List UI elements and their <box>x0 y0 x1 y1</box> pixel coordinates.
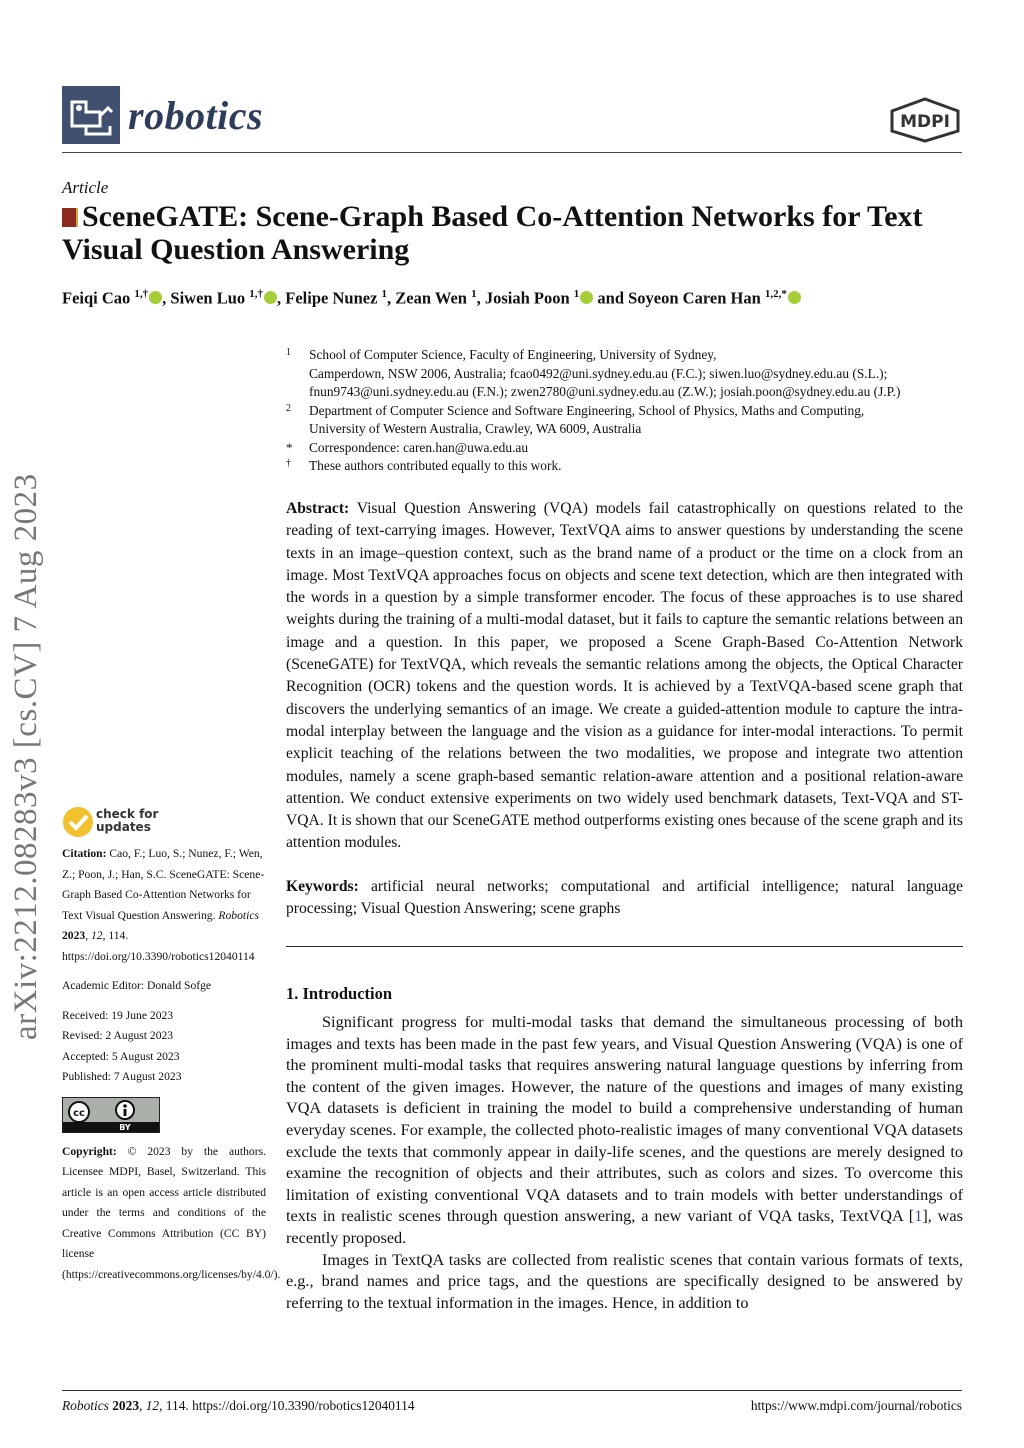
author-affil: 1 <box>471 288 477 300</box>
arxiv-stamp: arXiv:2212.08283v3 [cs.CV] 7 Aug 2023 <box>8 473 44 1040</box>
paragraph-text: ], was recently proposed. <box>286 1206 963 1247</box>
affiliations <box>286 346 966 476</box>
affiliation-line[interactable]: fnun9743@uni.sydney.edu.au (F.N.); zwen2780@uni.sydney.edu.au (Z.W.); josiah.poon@sydney.edu.au (J.P.) <box>309 384 901 399</box>
citation-authors: Cao, F.; Luo, S.; Nunez, F.; Wen, Z.; Poon, J.; Han, S.C. SceneGATE: Scene-Graph Based Co-Attention Networks for Text Visual Question Answering. <box>62 847 265 922</box>
mdpi-logo[interactable] <box>888 97 962 147</box>
footer-citation: Robotics 2023, 12, 114. https://doi.org/10.3390/robotics12040114 <box>62 1398 415 1413</box>
copyright <box>62 1142 281 1286</box>
book-icon <box>62 208 78 227</box>
received-date: Received: 19 June 2023 <box>62 1008 174 1022</box>
check-for-updates-icon[interactable] <box>62 806 94 842</box>
orcid-icon[interactable] <box>788 291 801 304</box>
orcid-icon[interactable] <box>149 291 162 304</box>
affiliation-1 <box>286 346 966 402</box>
paper-title-text: SceneGATE: Scene-Graph Based Co-Attention Networks for Text Visual Question Answering <box>62 200 923 266</box>
article-type: Article <box>62 178 109 197</box>
footer-year: 2023 <box>112 1398 140 1413</box>
affiliation-line: School of Computer Science, Faculty of Engineering, University of Sydney, <box>309 347 717 362</box>
paragraph: Images in TextQA tasks are collected from realistic scenes that contain various formats of texts, e.g., brand names and price tags, and the questions are specifically designed to be answered by referring to the textual information in the images. Hence, in addition to <box>286 1249 963 1312</box>
author-name: Felipe Nunez <box>285 288 378 308</box>
equal-contribution-note <box>286 457 966 476</box>
orcid-icon[interactable] <box>264 291 277 304</box>
affiliation-mark: 2 <box>286 402 291 414</box>
abstract-label: Abstract: <box>286 500 350 517</box>
footer-volume: 12 <box>145 1398 160 1413</box>
author-affil: 1,† <box>249 288 264 300</box>
journal-logo-icon[interactable] <box>62 86 120 144</box>
author-list: Feiqi Cao $^{1,\dagger}$ , Siwen Luo $^{1,\dagger}$ , Felipe Nunez $^1$, Zean Wen $^1$, Josiah Poon $^1$ and Soyeon Caren Han $^{1,2,*}$ <box>62 288 801 309</box>
affiliation-line[interactable]: Camperdown, NSW 2006, Australia; fcao0492@uni.sydney.edu.au (F.C.); siwen.luo@sydney.edu.au (S.L.); <box>309 365 888 381</box>
citation-year: 2023 <box>62 929 86 942</box>
paragraph-text: Significant progress for multi-modal tasks that demand the simultaneous processing of both images and texts has been made in the past few years, and Visual Question Answering (VQA) is one of the prominent multi-modal tasks that requires answering natural language questions by inferring from the content of the given images. However, the nature of the questions and images of many existing VQA datasets is deficient in training the model to build a comprehensive understanding of human everyday scenes. For example, the collected photo-realistic images of many conventional VQA datasets exclude the texts that commonly appear in daily-life scenes, and the questions are merely designed to examine the recognition of objects and their attributes, such as colors and sizes. To overcome this limitation of existing conventional VQA datasets and to train models with better understandings of texts in realistic scenes through question answering, a new variant of VQA tasks, TextVQA [ <box>286 1012 963 1226</box>
introduction-body <box>286 1011 963 1313</box>
academic-editor: Academic Editor: Donald Sofge <box>62 979 212 992</box>
correspondence <box>286 439 966 458</box>
copyright-label: Copyright: <box>62 1144 117 1158</box>
citation: Citation: Cao, F.; Luo, S.; Nunez, F.; Wen, Z.; Poon, J.; Han, S.C. SceneGATE: Scene-Graph Based Co-Attention Networks for Text Visual Question Answering. Robotics 2023, 12, 114. https://doi.org/10.3390/robotics12040114 <box>62 847 265 963</box>
affiliation-line: University of Western Australia, Crawley, WA 6009, Australia <box>309 421 642 436</box>
paper-title <box>62 200 962 266</box>
affiliation-mark: * <box>286 439 293 455</box>
citation-volume: 12 <box>90 929 103 942</box>
accepted-date: Accepted: 5 August 2023 <box>62 1049 180 1063</box>
published-date: Published: 7 August 2023 <box>62 1070 182 1083</box>
author-affil: 1,2,* <box>764 288 787 300</box>
author-name: Feiqi Cao <box>62 288 131 308</box>
author-name: Soyeon Caren Han <box>628 288 761 308</box>
author-name: Zean Wen <box>395 288 467 308</box>
mdpi-logo-text: MDPI <box>900 112 950 132</box>
section-heading: 1. Introduction <box>286 984 393 1003</box>
author-affil: 1 <box>381 288 388 300</box>
equal-contribution-line: These authors contributed equally to this work. <box>309 458 562 473</box>
affiliation-2 <box>286 402 966 439</box>
citation-doi[interactable]: , 114. https://doi.org/10.3390/robotics12040114 <box>62 929 255 963</box>
header-divider <box>62 152 962 153</box>
sidebar-metadata <box>62 844 281 1285</box>
orcid-icon[interactable] <box>580 291 593 304</box>
footer-journal-url[interactable]: https://www.mdpi.com/journal/robotics <box>750 1398 962 1413</box>
citation-label: Citation: <box>62 847 107 860</box>
author-name: Josiah Poon <box>484 288 570 308</box>
citation-journal: Robotics <box>218 908 259 922</box>
svg-text:cc: cc <box>73 1107 85 1119</box>
citation-link[interactable]: 1 <box>914 1206 923 1226</box>
abstract-text: Visual Question Answering (VQA) models fail catastrophically on questions related to the reading of text-carrying images. However, TextVQA aims to answer questions by understanding the scene texts in an image–question context, such as the brand name of a product or the time on a clock from an image. Most TextVQA approaches focus on objects and scene text detection, which are then integrated with the words in a question by a simple transformer encoder. The focus of these approaches is to use shared weights during the training of a multi-modal dataset, but it fails to capture the semantic relations between an image and a question. In this paper, we proposed a Scene Graph-Based Co-Attention Network (SceneGATE) for TextVQA, which reveals the semantic relations among the objects, the Optical Character Recognition (OCR) tokens and the question words. It is achieved by a TextVQA-based scene graph that discovers the underlying semantics of an image. We create a guided-attention module to capture the intra-modal interplay between the language and the vision as a guidance for inter-modal interactions. To permit explicit teaching of the relations between the two modalities, we propose and integrate two attention modules, namely a scene graph-based semantic relation-aware attention and a positional relation-aware attention. We conduct extensive experiments on two widely used benchmark datasets, Text-VQA and ST-VQA. It is shown that our SceneGATE method outperforms existing ones because of the scene graph and its attention modules. <box>286 500 963 852</box>
author-affil: 1 <box>573 288 580 300</box>
cc-by-license-icon[interactable] <box>62 1097 160 1133</box>
author-name: Siwen Luo <box>170 288 246 308</box>
correspondence-line[interactable]: Correspondence: caren.han@uwa.edu.au <box>309 439 529 455</box>
copyright-text: © 2023 by the authors. Licensee MDPI, Basel, Switzerland. This article is an open access article distributed under the terms and conditions of the Creative Commons Attribution (CC BY) license (https://creativecommons.org/licenses/by/4.0/). <box>62 1144 281 1281</box>
keywords-label: Keywords: <box>286 878 359 895</box>
check-for-updates-line: check for <box>96 807 159 821</box>
author-affil: 1,† <box>134 288 149 300</box>
keywords-text: artificial neural networks; computational and artificial intelligence; natural language processing; Visual Question Answering; scene graphs <box>286 878 963 918</box>
journal-name[interactable]: robotics <box>128 93 264 138</box>
keywords <box>286 876 963 921</box>
license-badge-text: BY <box>119 1122 131 1132</box>
affiliation-line: Department of Computer Science and Software Engineering, School of Physics, Maths and Computing, <box>309 402 865 418</box>
revised-date: Revised: 2 August 2023 <box>62 1029 174 1042</box>
check-for-updates[interactable] <box>96 808 158 834</box>
footer-journal: Robotics <box>62 1398 109 1413</box>
paragraph <box>286 1011 963 1249</box>
affiliation-mark: 1 <box>286 347 291 358</box>
footer-divider <box>62 1390 962 1391</box>
dates <box>62 1006 266 1088</box>
check-for-updates-line: updates <box>96 820 151 834</box>
affiliation-mark: † <box>286 458 291 469</box>
abstract <box>286 498 963 855</box>
abstract-divider <box>286 946 963 947</box>
footer-doi[interactable]: , 114. https://doi.org/10.3390/robotics12040114 <box>159 1398 415 1413</box>
